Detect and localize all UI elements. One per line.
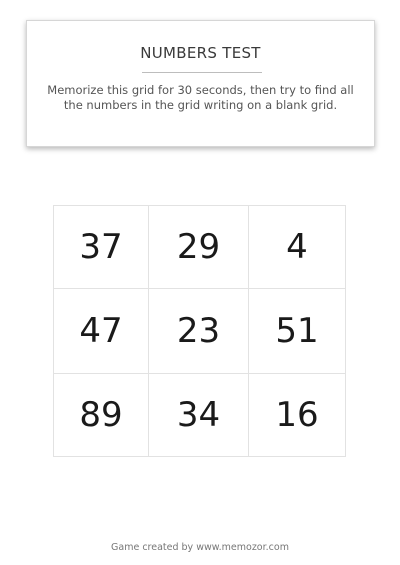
grid-cell: 23 [149, 289, 249, 374]
instructions-text: Memorize this grid for 30 seconds, then try to find all the numbers in the grid writing on a blank grid. [47, 83, 354, 112]
grid-cell: 37 [54, 206, 149, 289]
grid-cell: 34 [149, 374, 249, 457]
numbers-grid [53, 205, 346, 457]
grid-cell: 4 [249, 206, 346, 289]
grid-cell: 29 [149, 206, 249, 289]
grid-cell: 89 [54, 374, 149, 457]
grid-cell: 51 [249, 289, 346, 374]
instructions-card [26, 20, 375, 147]
grid-cell: 16 [249, 374, 346, 457]
footer-credit: Game created by www.memozor.com [111, 542, 289, 553]
grid-cell: 47 [54, 289, 149, 374]
game-title: NUMBERS TEST [140, 44, 261, 62]
title-divider [142, 72, 262, 73]
